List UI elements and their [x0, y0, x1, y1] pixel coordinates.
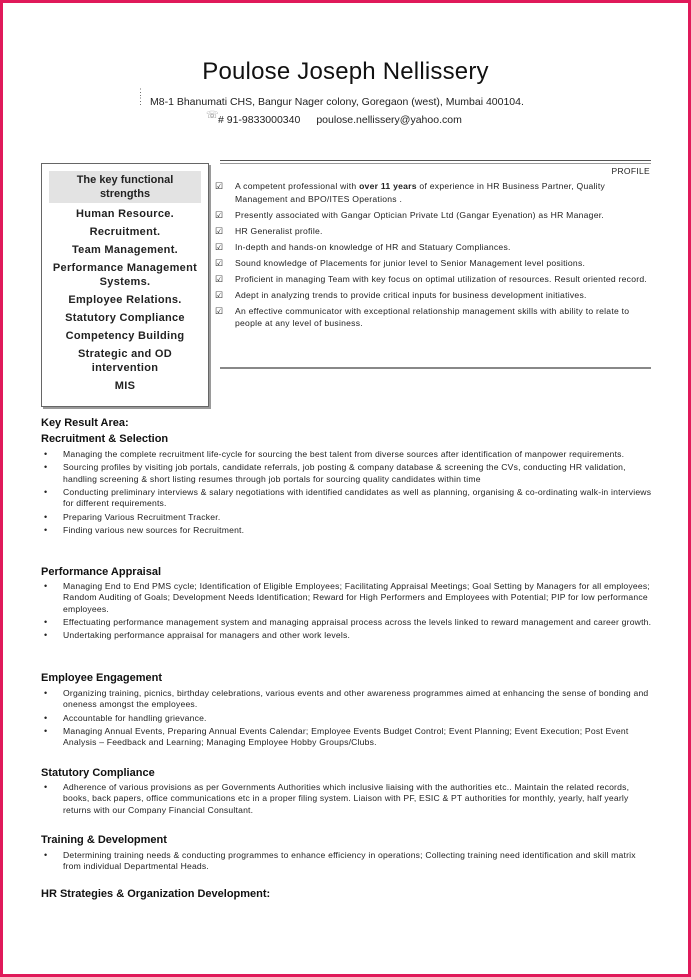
checkbox-icon: ☑ — [215, 273, 224, 284]
bullet-item: • Accountable for handling grievance. — [41, 713, 653, 724]
key-strengths-heading: The key functional strengths — [49, 171, 201, 203]
strength-item: Employee Relations. — [68, 294, 182, 306]
strength-item: Team Management. — [71, 244, 179, 256]
profile-bottom-rule — [220, 367, 651, 369]
profile-item-text: A competent professional with — [235, 181, 360, 191]
profile-item — [214, 273, 652, 286]
profile-item-text: An effective communicator with exceptional relationship management skills with ability to relate to people at any level of business. — [235, 305, 630, 328]
profile-item-text: Adept in analyzing trends to provide critical inputs for business development initiatives. — [235, 289, 587, 300]
kra-title: Key Result Area: — [41, 417, 129, 429]
bullet-item: • Adherence of various provisions as per Governments Authorities which inclusive liaising with the authorities etc.. Maintain the related records, books, back papers, office communications etc in a proper filing system. Liaison with PF, ESIC & PT authorities for monthly, yearly, half yearly returns with our Company Financial Consultant. — [41, 782, 653, 816]
profile-item — [214, 209, 652, 222]
profile-item-text: over 11 years — [359, 181, 417, 191]
profile-item — [214, 257, 652, 270]
checkbox-icon: ☑ — [215, 305, 224, 316]
address-line — [136, 87, 524, 108]
bullet-item: • Finding various new sources for Recruitment. — [41, 525, 653, 536]
profile-item-text: Sound knowledge of Placements for junior level to Senior Management level positions. — [235, 257, 586, 268]
statutory-title: Statutory Compliance — [41, 767, 155, 779]
phone-number: # 91-9833000340 — [218, 114, 301, 126]
strength-item: Human Resource. — [75, 208, 175, 220]
contact-line — [206, 110, 462, 126]
strength-item: MIS — [114, 380, 136, 392]
profile-item — [214, 225, 652, 238]
phone-icon: ☏ — [206, 110, 219, 121]
appraisal-title: Performance Appraisal — [41, 566, 162, 578]
bullet-item: • Sourcing profiles by visiting job portals, candidate referrals, job posting & company database & screening the CVs, conducting HR validation, handling screening & short listing resumes through job portals for sourcing quality candidates within time — [41, 462, 653, 485]
key-strengths-box — [41, 163, 209, 407]
profile-item — [214, 241, 652, 254]
checkbox-icon: ☑ — [215, 209, 224, 220]
profile-item — [214, 289, 652, 302]
strength-item: Recruitment. — [89, 226, 161, 238]
training-list — [41, 850, 653, 875]
profile-item-text: Proficient in managing Team with key focus on optimal utilization of resources. Result oriented record. — [235, 273, 648, 284]
profile-top-rule-inner — [220, 163, 651, 164]
address-text: M8-1 Bhanumati CHS, Bangur Nager colony, Goregaon (west), Mumbai 400104. — [150, 96, 524, 108]
candidate-name: Poulose Joseph Nellissery — [202, 58, 489, 85]
bullet-item: • Determining training needs & conducting programmes to enhance efficiency in operations; Collecting training need identification and skill matrix from individual Departmental Heads. — [41, 850, 653, 873]
profile-item-text: Presently associated with Gangar Optician Private Ltd (Gangar Eyenation) as HR Manager. — [235, 209, 605, 220]
profile-item — [214, 180, 652, 205]
training-title: Training & Development — [41, 834, 167, 846]
recruitment-list — [41, 449, 653, 538]
hr-strategies-title: HR Strategies & Organization Development: — [41, 888, 271, 900]
statutory-list — [41, 782, 653, 818]
profile-item — [214, 305, 652, 330]
address-icon: ⋮ ⋮ — [136, 87, 145, 106]
bullet-item: • Conducting preliminary interviews & salary negotiations with identified candidates as well as planning, organising & co-ordinating walk-in interviews for different requirements. — [41, 487, 653, 510]
bullet-item: • Managing End to End PMS cycle; Identification of Eligible Employees; Facilitating Appraisal Meetings; Goal Setting by Managers for all employees; Random Auditing of Goals; Development Needs Identification; Reward for High Performers and Employees with Potential; PIP for low performance employees. — [41, 581, 653, 615]
appraisal-list — [41, 581, 653, 644]
profile-list — [214, 180, 652, 333]
engagement-title: Employee Engagement — [41, 672, 163, 684]
checkbox-icon: ☑ — [215, 225, 224, 236]
engagement-list — [41, 688, 653, 751]
profile-top-rule — [220, 160, 651, 161]
email-address[interactable]: poulose.nellissery@yahoo.com — [316, 114, 462, 126]
profile-item-text: of experience in HR Business Partner, Quality Management and BPO/ITES Operations . — [235, 181, 606, 204]
bullet-item: • Managing the complete recruitment life-cycle for sourcing the best talent from diverse sources after identification of manpower requirements. — [41, 449, 653, 460]
bullet-item: • Preparing Various Recruitment Tracker. — [41, 512, 653, 523]
profile-label: PROFILE — [611, 166, 650, 176]
checkbox-icon: ☑ — [215, 257, 224, 268]
strength-item: Performance Management Systems. — [52, 262, 198, 288]
checkbox-icon: ☑ — [215, 181, 224, 191]
bullet-item: • Managing Annual Events, Preparing Annual Events Calendar; Employee Events Budget Control; Event Planning; Event Execution; Post Event Analysis – Feedback and Learning; Managing Employee Hobby Groups/Clubs. — [41, 726, 653, 749]
strength-item: Competency Building — [65, 330, 185, 342]
bullet-item: • Undertaking performance appraisal for managers and other work levels. — [41, 630, 653, 641]
strength-item: Statutory Compliance — [65, 312, 185, 324]
checkbox-icon: ☑ — [215, 241, 224, 252]
recruitment-title: Recruitment & Selection — [41, 433, 169, 445]
profile-item-text: HR Generalist profile. — [235, 225, 323, 236]
bullet-item: • Organizing training, picnics, birthday celebrations, various events and other awareness programmes aimed at enhancing the sense of bonding and oneness amongst the employees. — [41, 688, 653, 711]
strength-item: Strategic and OD intervention — [77, 348, 173, 374]
bullet-item: • Effectuating performance management system and managing appraisal process across the levels linked to reward management and career growth. — [41, 617, 653, 628]
profile-item-text: In-depth and hands-on knowledge of HR and Statuary Compliances. — [235, 241, 511, 252]
checkbox-icon: ☑ — [215, 289, 224, 300]
